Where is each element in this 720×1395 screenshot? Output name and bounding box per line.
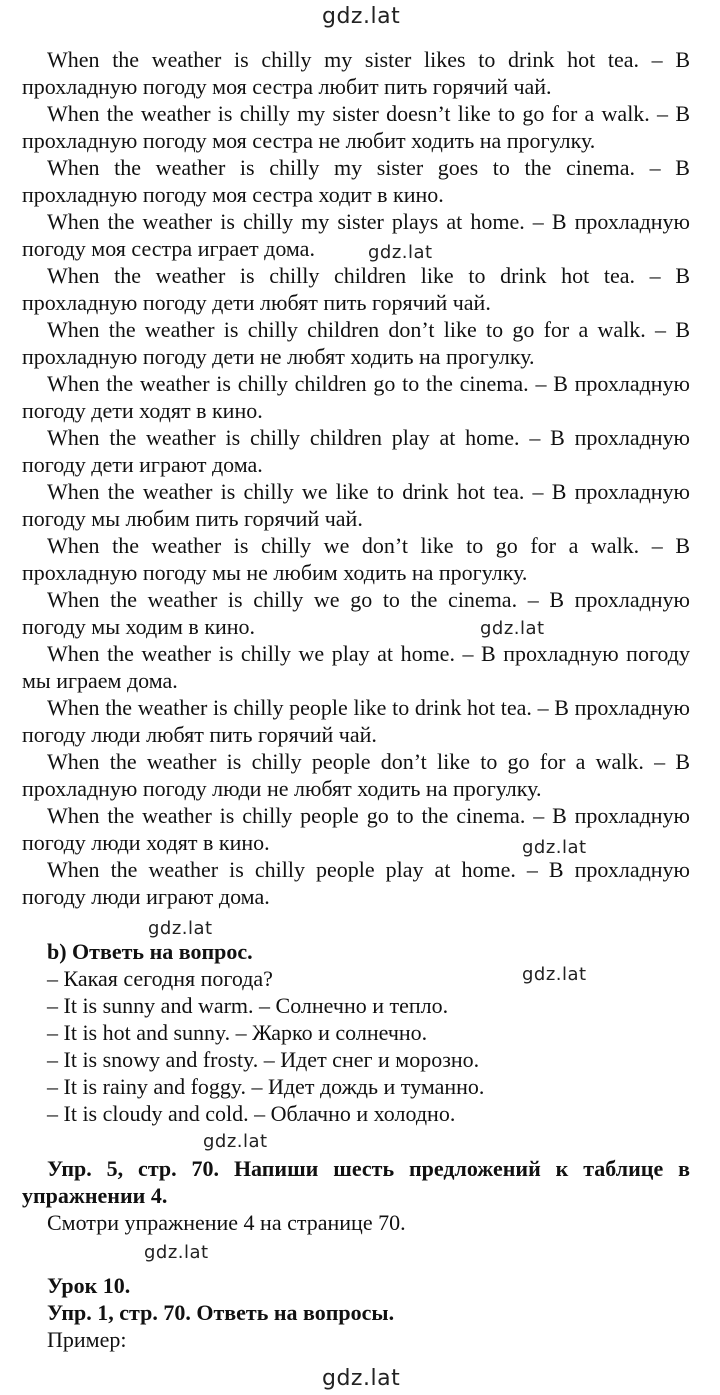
- watermark-top: gdz.lat: [322, 4, 401, 29]
- sentence-paragraph: When the weather is chilly we go to the cinema. – В прохладную погоду мы ходим в кино.: [22, 587, 690, 639]
- dialog-line: – It is sunny and warm. – Солнечно и тепло.: [47, 993, 449, 1018]
- sentence-paragraph: When the weather is chilly we don’t like to go for a walk. – В прохладную погоду мы не любим ходить на прогулку.: [22, 533, 690, 585]
- sentence-paragraph: When the weather is chilly children play at home. – В прохладную погоду дети играют дома.: [22, 425, 690, 477]
- dialog-line: – It is snowy and frosty. – Идет снег и морозно.: [47, 1047, 480, 1072]
- watermark: gdz.lat: [522, 964, 587, 985]
- sentence-paragraph: When the weather is chilly children like to drink hot tea. – В прохладную погоду дети любят пить горячий чай.: [22, 263, 690, 315]
- sentence-paragraph: When the weather is chilly we play at home. – В прохладную погоду мы играем дома.: [22, 641, 690, 693]
- dialog-line: – It is rainy and foggy. – Идет дождь и туманно.: [47, 1074, 485, 1099]
- sentence-paragraph: When the weather is chilly people like to drink hot tea. – В прохладную погоду люди любят пить горячий чай.: [22, 695, 690, 747]
- sentence-paragraph: When the weather is chilly my sister doesn’t like to go for a walk. – В прохладную погоду моя сестра не любит ходить на прогулку.: [22, 101, 690, 153]
- exercise-5-text: Смотри упражнение 4 на странице 70.: [47, 1210, 406, 1235]
- watermark: gdz.lat: [148, 918, 213, 939]
- dialog-line: – Какая сегодня погода?: [47, 966, 273, 991]
- document-body: [22, 46, 690, 1353]
- lesson-heading: Урок 10.: [47, 1273, 131, 1298]
- watermark: gdz.lat: [368, 242, 433, 263]
- example-label: Пример:: [47, 1327, 127, 1352]
- watermark: gdz.lat: [144, 1242, 209, 1263]
- sentence-paragraph: When the weather is chilly my sister goes to the cinema. – В прохладную погоду моя сестра ходит в кино.: [22, 155, 690, 207]
- dialog-line: – It is hot and sunny. – Жарко и солнечно.: [47, 1020, 428, 1045]
- sentence-paragraph: When the weather is chilly people go to the cinema. – В прохладную погоду люди ходят в кино.: [22, 803, 690, 855]
- watermark: gdz.lat: [203, 1131, 268, 1152]
- watermark-bottom: gdz.lat: [322, 1366, 401, 1391]
- sentence-paragraph: When the weather is chilly children don’t like to go for a walk. – В прохладную погоду дети не любят ходить на прогулку.: [22, 317, 690, 369]
- sentence-paragraph: When the weather is chilly children go to the cinema. – В прохладную погоду дети ходят в кино.: [22, 371, 690, 423]
- exercise-5-heading: Упр. 5, стр. 70. Напиши шесть предложений к таблице в упражнении 4.: [22, 1156, 690, 1208]
- section-b-heading: b) Ответь на вопрос.: [47, 939, 253, 964]
- sentence-paragraph: When the weather is chilly my sister plays at home. – В прохладную погоду моя сестра играет дома.: [22, 209, 690, 261]
- dialog-line: – It is cloudy and cold. – Облачно и холодно.: [47, 1101, 456, 1126]
- sentence-paragraph: When the weather is chilly we like to drink hot tea. – В прохладную погоду мы любим пить горячий чай.: [22, 479, 690, 531]
- exercise-1-heading: Упр. 1, стр. 70. Ответь на вопросы.: [47, 1300, 395, 1325]
- watermark: gdz.lat: [480, 618, 545, 639]
- sentence-paragraph: When the weather is chilly people don’t like to go for a walk. – В прохладную погоду люди не любят ходить на прогулку.: [22, 749, 690, 801]
- watermark: gdz.lat: [522, 837, 587, 858]
- sentence-paragraph: When the weather is chilly people play at home. – В прохладную погоду люди играют дома.: [22, 857, 690, 909]
- sentence-paragraph: When the weather is chilly my sister likes to drink hot tea. – В прохладную погоду моя сестра любит пить горячий чай.: [22, 47, 690, 99]
